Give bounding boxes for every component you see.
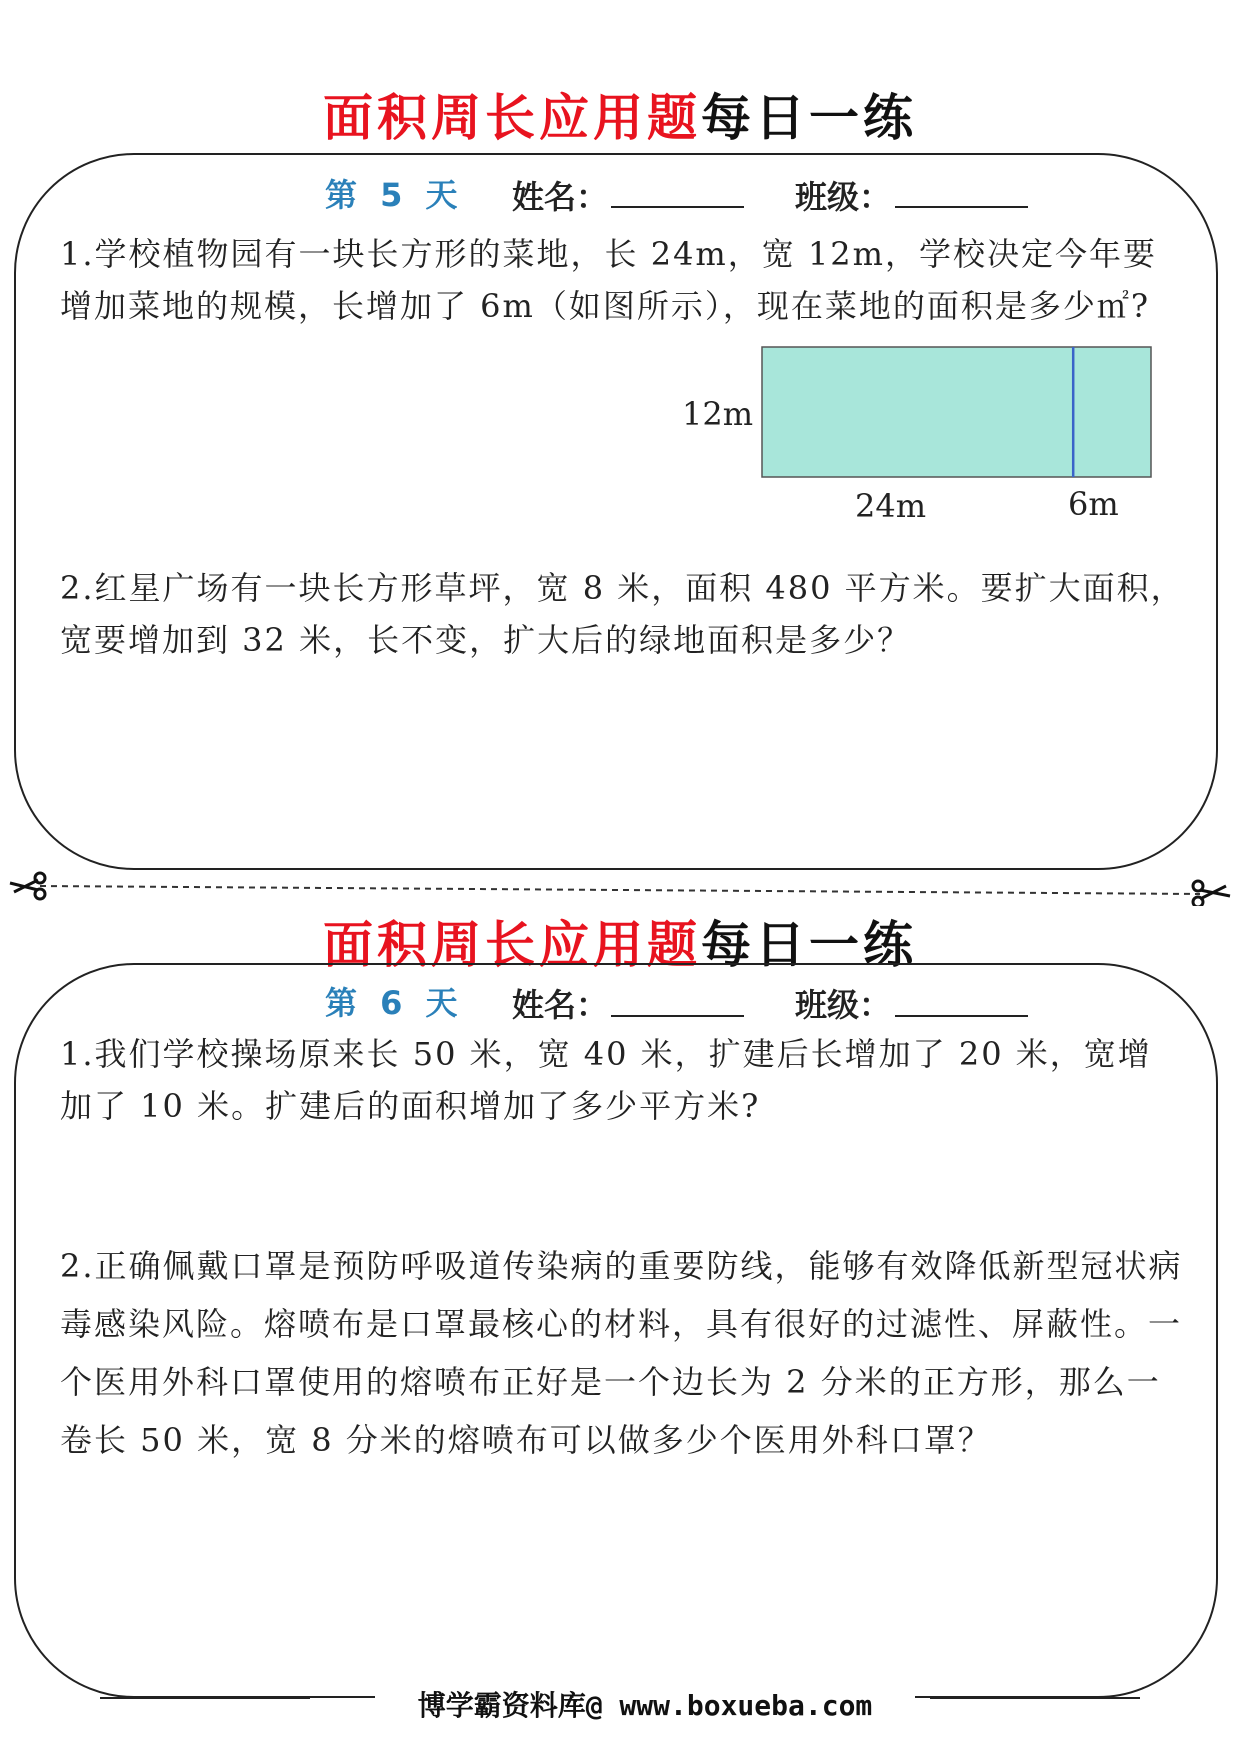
name-label: 姓名： (512, 178, 609, 216)
title-red-part: 面积周长应用题 (323, 88, 701, 147)
name-label: 姓名： (512, 986, 609, 1024)
garden-diagram (760, 345, 1155, 481)
question-day5-1: 1.学校植物园有一块长方形的菜地，长 24m，宽 12m，学校决定今年要增加菜地的规模，长增加了 6m（如图所示），现在菜地的面积是多少㎡? (60, 235, 1158, 325)
name-blank-field[interactable] (611, 206, 744, 208)
day-label-5: 第 5 天 (325, 176, 464, 214)
question-day6-1: 1.我们学校操场原来长 50 米，宽 40 米，扩建后长增加了 20 米，宽增加了 10 米。扩建后的面积增加了多少平方米? (60, 1035, 1152, 1125)
class-label: 班级： (795, 986, 892, 1024)
class-blank-field[interactable] (895, 1015, 1028, 1017)
footer-watermark: 博学霸资料库@ www.boxueba.com (375, 1684, 915, 1724)
day-label-6: 第 6 天 (325, 984, 464, 1022)
title-red-part: 面积周长应用题 (323, 915, 701, 974)
question-day5-2: 2.红星广场有一块长方形草坪，宽 8 米，面积 480 平方米。要扩大面积，宽要增加到 32 米，长不变，扩大后的绿地面积是多少？ (60, 569, 1185, 659)
name-blank-field[interactable] (611, 1015, 744, 1017)
title-black-part: 每日一练 (701, 915, 917, 974)
figure-extension-label: 6m (1068, 485, 1119, 523)
scissors-icon-left (10, 873, 45, 899)
figure-height-label: 12m (682, 395, 754, 433)
page-title-1 (0, 78, 1240, 150)
dashed-cut-line (40, 886, 1200, 894)
cut-line (0, 866, 1240, 906)
footer-rule-left (100, 1697, 310, 1699)
footer-rule-right (930, 1697, 1140, 1699)
question-day6-2: 2.正确佩戴口罩是预防呼吸道传染病的重要防线，能够有效降低新型冠状病毒感染风险。熔喷布是口罩最核心的材料，具有很好的过滤性、屏蔽性。一个医用外科口罩使用的熔喷布正好是一个边长为 2 分米的正方形，那么一卷长 50 米，宽 8 分米的熔喷布可以做多少个医用外科口罩？ (60, 1247, 1183, 1459)
class-label: 班级： (795, 178, 892, 216)
garden-rectangle (762, 347, 1151, 477)
figure-length-label: 24m (855, 487, 927, 525)
title-black-part: 每日一练 (701, 88, 917, 147)
class-blank-field[interactable] (895, 206, 1028, 208)
